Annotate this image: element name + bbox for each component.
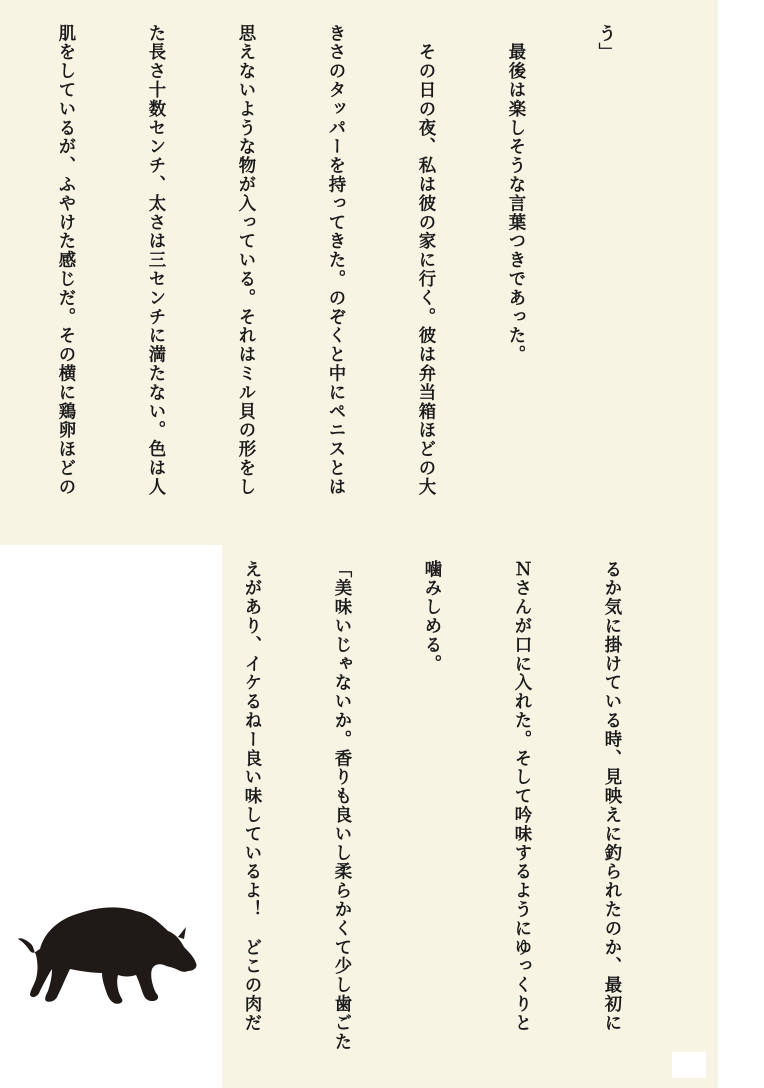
boar-silhouette-icon	[18, 893, 198, 1008]
text-line: るか気に掛けている時、見映えに釣られたのか、最初に	[601, 560, 621, 1033]
text-line: えがあり、イケるねー良い味しているよ！ どこの肉だ	[241, 560, 261, 1033]
text-line: きさのタッパーを持ってきた。のぞくと中にペニスとは	[325, 24, 345, 497]
text-line: Ｎさんが口に入れた。そして吟味するようにゆっくりと	[511, 560, 531, 1033]
page-number-tab	[672, 1052, 706, 1078]
article-text-bottom	[228, 560, 686, 1052]
text-line: 「美味いじゃないか。香りも良いし柔らかくて少し歯ごた	[331, 560, 351, 1052]
text-line: 噛みしめる。	[421, 560, 441, 674]
article-text-top	[24, 24, 680, 524]
text-line: 最後は楽しそうな言葉つきであった。	[505, 24, 525, 365]
text-line: 肌をしているが、ふやけた感じだ。その横に鶏卵ほどの	[55, 24, 75, 497]
text-line: た長さ十数センチ、太さは三センチに満たない。色は人	[145, 24, 165, 497]
text-line: その日の夜、私は彼の家に行く。彼は弁当箱ほどの大	[415, 24, 435, 497]
text-line: 思えないような物が入っている。それはミル貝の形をし	[235, 24, 255, 497]
text-line: う」	[595, 24, 615, 62]
page-margin	[718, 0, 764, 1088]
